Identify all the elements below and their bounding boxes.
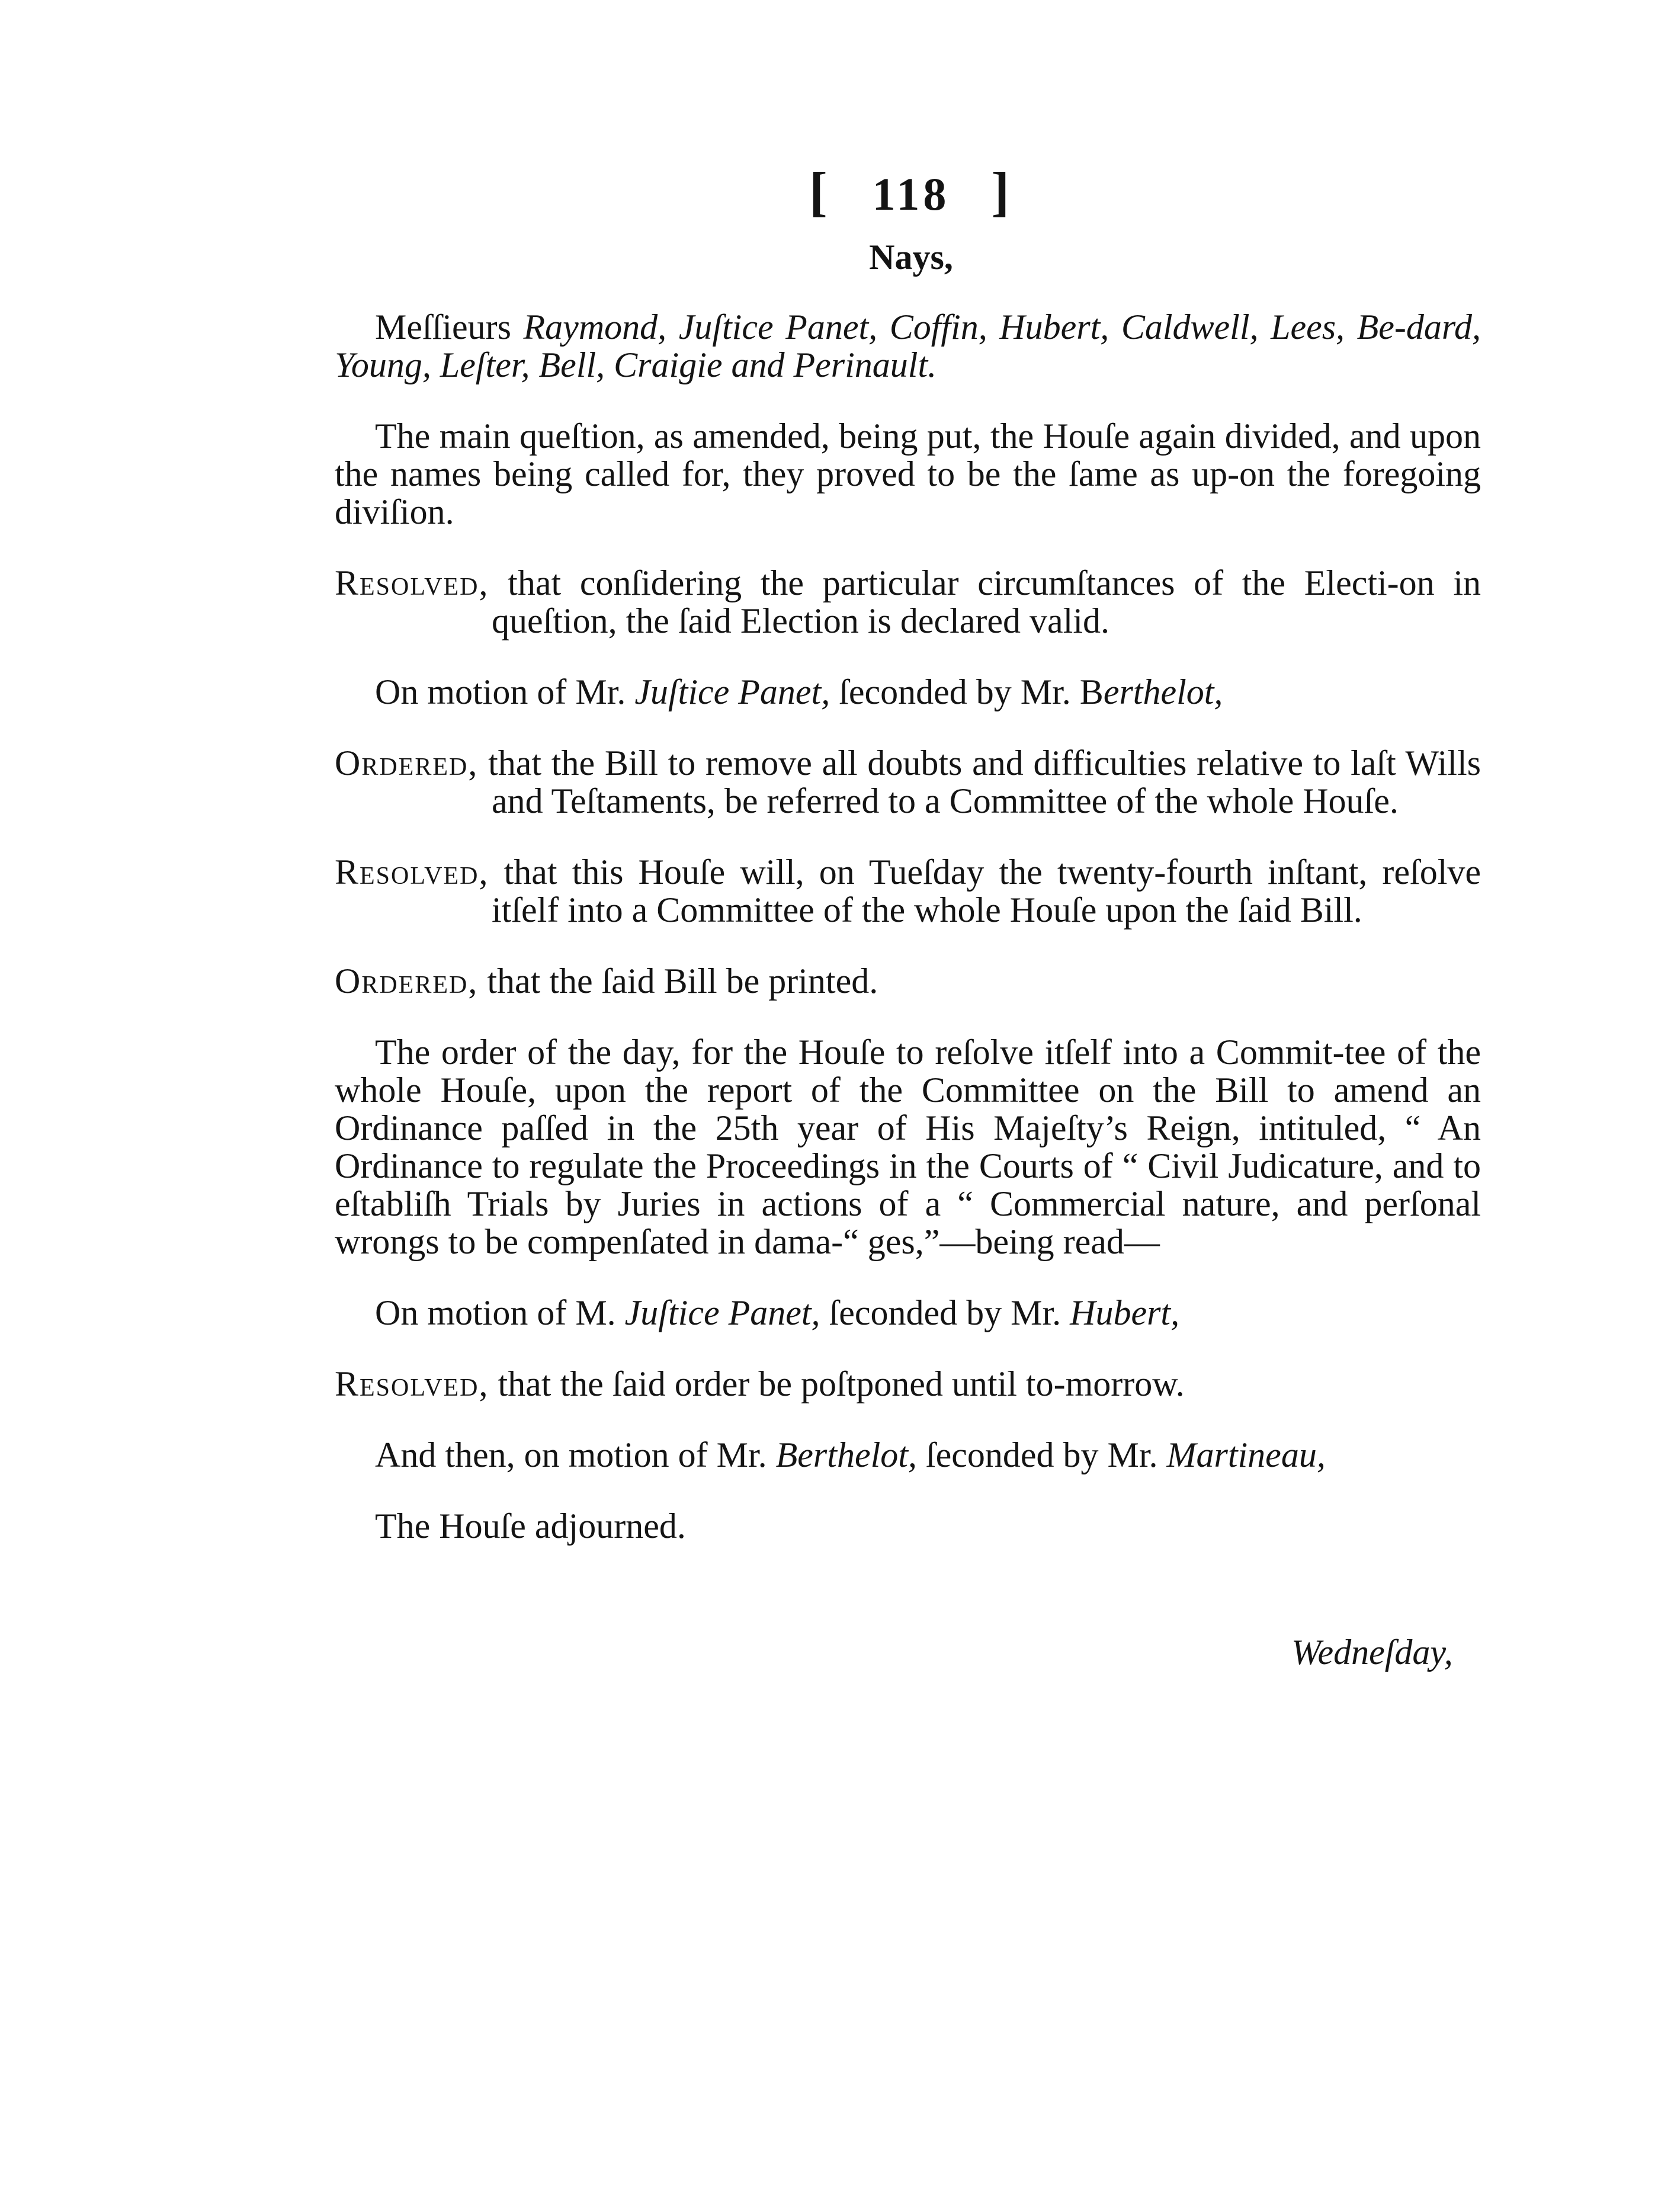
paragraph-resolved-postponed	[335, 1365, 1481, 1403]
mover-name: Berthelot,	[775, 1435, 917, 1474]
motion-text: On motion of M.	[375, 1293, 625, 1332]
resolved-word: Resolved,	[335, 563, 489, 602]
seconder-name: Martineau,	[1166, 1435, 1326, 1474]
motion-text: ſeconded by Mr.	[916, 1435, 1167, 1474]
folio-number: 118	[872, 168, 950, 220]
seconder-name: Hubert,	[1070, 1293, 1180, 1332]
ordered-word: Ordered,	[335, 961, 479, 1001]
paragraph-motion-hubert	[335, 1294, 1481, 1332]
resolved-word: Resolved,	[335, 852, 489, 892]
seconder-name: erthelot,	[1103, 672, 1223, 711]
motion-text: On motion of Mr.	[375, 672, 635, 711]
document-body	[335, 308, 1481, 1578]
paragraph-motion-adjourn	[335, 1436, 1481, 1474]
motion-text: ſeconded by Mr.	[820, 1293, 1070, 1332]
resolved-text: that the ſaid order be poſtponed until to-morrow.	[489, 1364, 1185, 1403]
paragraph-order-of-day: The order of the day, for the Houſe to reſolve itſelf into a Commit-tee of the whole Houſe, upon the report of the Committee on the Bill to amend an Ordinance paſſed in the 25th year of His Majeſty’s Reign, intituled, “ An Ordinance to regulate the Proceedings in the Courts of “ Civil Judicature, and to eſtabliſh Trials by Juries in actions of a “ Commercial nature, and perſonal wrongs to be compenſated in dama-“ ges,”—being read—	[335, 1033, 1481, 1261]
catchword: Wedneſday,	[1291, 1633, 1453, 1672]
resolved-text: that conſidering the particular circumſtances of the Electi-on in queſtion, the ſaid Election is declared valid.	[489, 563, 1481, 640]
nays-lead: Meſſieurs	[375, 307, 511, 347]
motion-text: And then, on motion of Mr.	[375, 1435, 776, 1474]
left-bracket: [	[809, 161, 831, 222]
ordered-text: that the Bill to remove all doubts and difficulties relative to laſt Wills and Teſtaments, be referred to a Committee of the whole Houſe.	[478, 743, 1481, 820]
page-number	[0, 160, 1674, 223]
paragraph-ordered-printed	[335, 962, 1481, 1000]
paragraph-motion-panet	[335, 673, 1481, 711]
mover-name: Juſtice Panet,	[634, 672, 830, 711]
mover-name: Juſtice Panet,	[624, 1293, 820, 1332]
paragraph-resolved-committee	[335, 853, 1481, 929]
paragraph-resolved-election	[335, 564, 1481, 640]
paragraph-nays-list	[335, 308, 1481, 384]
ordered-word: Ordered,	[335, 743, 479, 783]
resolved-text: that this Houſe will, on Tueſday the twenty-fourth inſtant, reſolve itſelf into a Committee of the whole Houſe upon the ſaid Bill.	[489, 852, 1481, 929]
nays-names: Raymond, Juſtice Panet, Coffin, Hubert, Caldwell, Lees, Be-dard, Young, Leſter, Bell, Craigie and Perinault.	[335, 307, 1481, 384]
resolved-word: Resolved,	[335, 1364, 489, 1403]
paragraph-adjourned: The Houſe adjourned.	[375, 1506, 686, 1546]
paragraph-ordered-bill	[335, 744, 1481, 820]
motion-text: ſeconded by Mr. B	[830, 672, 1104, 711]
ordered-text: that the ſaid Bill be printed.	[478, 961, 878, 1001]
right-bracket: ]	[991, 161, 1013, 222]
section-heading: Nays,	[869, 238, 953, 277]
paragraph-main-question: The main queſtion, as amended, being put, the Houſe again divided, and upon the names being called for, they proved to be the ſame as up-on the foregoing diviſion.	[335, 416, 1481, 531]
